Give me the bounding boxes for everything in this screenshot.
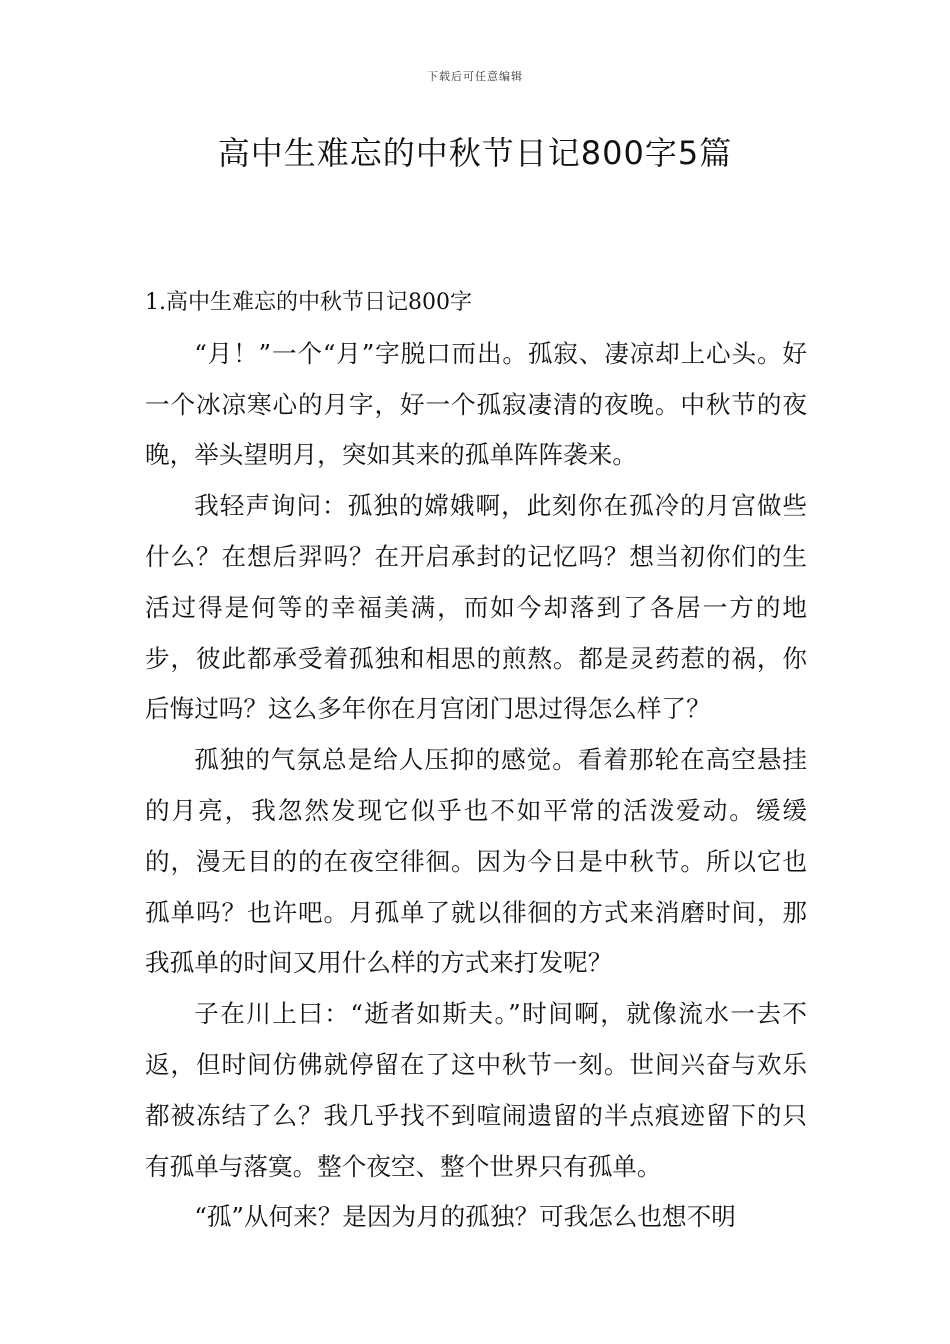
document-title: 高中生难忘的中秋节日记800字5篇 [217, 134, 733, 172]
paragraph-2: 我轻声询问：孤独的嫦娥啊，此刻你在孤冷的月宫做些什么？在想后羿吗？在开启承封的记忆吗？想当初你们的生活过得是何等的幸福美满，而如今却落到了各居一方的地步，彼此都承受着孤独和相思的煎熬。都是灵药惹的祸，你后悔过吗？这么多年你在月宫闭门思过得怎么样了？ [145, 491, 807, 724]
paragraph-3: 孤独的气氛总是给人压抑的感觉。看着那轮在高空悬挂的月亮，我忽然发现它似乎也不如平常的活泼爱动。缓缓的，漫无目的的在夜空徘徊。因为今日是中秋节。所以它也孤单吗？也许吧。月孤单了就以徘徊的方式来消磨时间，那我孤单的时间又用什么样的方式来打发呢？ [145, 745, 807, 978]
paragraph-5: “孤”从何来？是因为月的孤独？可我怎么也想不明 [194, 1202, 736, 1232]
document-body [145, 278, 807, 1243]
paragraph-1: “月！”一个“月”字脱口而出。孤寂、凄凉却上心头。好一个冰凉寒心的月字，好一个孤寂凄清的夜晚。中秋节的夜晚，举头望明月，突如其来的孤单阵阵袭来。 [145, 338, 807, 470]
header-note: 下载后可任意编辑 [427, 70, 523, 83]
paragraph-4: 子在川上曰：“逝者如斯夫。”时间啊，就像流水一去不返，但时间仿佛就停留在了这中秋节一刻。世间兴奋与欢乐都被冻结了么？我几乎找不到喧闹遗留的半点痕迹留下的只有孤单与落寞。整个夜空、整个世界只有孤单。 [145, 999, 807, 1181]
section-heading: 1.高中生难忘的中秋节日记800字 [145, 290, 472, 315]
